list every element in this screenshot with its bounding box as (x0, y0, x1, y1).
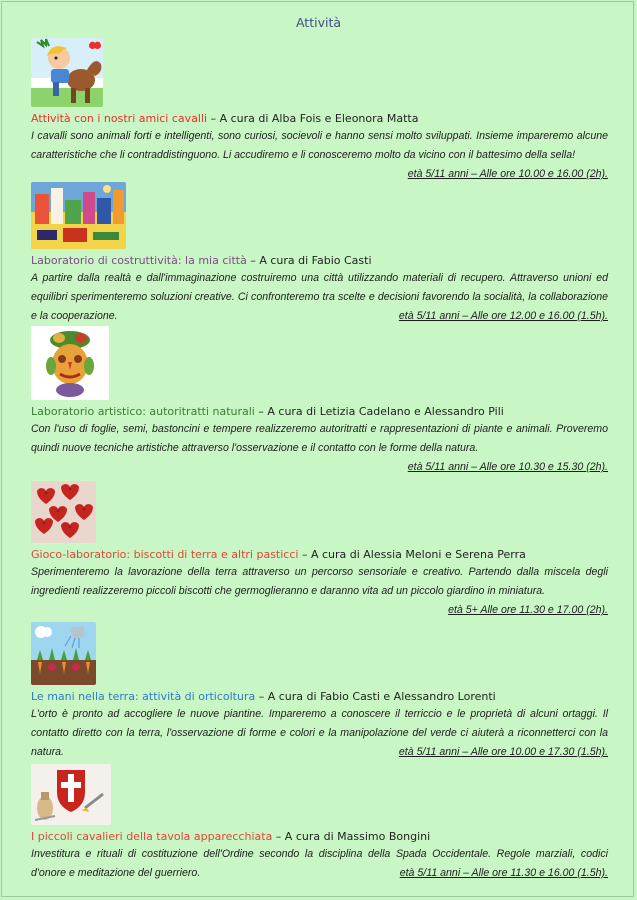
activity-schedule: età 5/11 anni – Alle ore 10.30 e 15.30 (2h). (407, 461, 608, 473)
activity-schedule: età 5+ Alle ore 11.30 e 17.00 (2h). (448, 604, 608, 616)
activity-description-text: Investitura e rituali di costituzione dell'Ordine secondo la disciplina della Spada Occidentale. Regole marziali, codici d'onore e meditazione del guerriero. (31, 848, 608, 879)
activity-portraits (31, 326, 608, 477)
activity-schedule: età 5/11 anni – Alle ore 10.00 e 17.30 (1.5h). (398, 746, 608, 758)
activity-curators: – A cura di Fabio Casti e Alessandro Lorenti (255, 690, 496, 703)
portrait-image (31, 326, 109, 400)
activity-schedule: età 5/11 anni – Alle ore 11.30 e 16.00 (1.5h). (399, 867, 608, 879)
activity-description (31, 845, 608, 883)
activity-schedule: età 5/11 anni – Alle ore 10.00 e 16.00 (2h). (407, 168, 608, 180)
activity-curators: – A cura di Alessia Meloni e Serena Perra (298, 548, 526, 561)
activity-heading (31, 252, 608, 269)
activity-description-text: L'orto è pronto ad accogliere le nuove piantine. Impareremo a conoscere il terriccio e le proprietà di alcuni ortaggi. Il contatto diretto con la terra, l'osservazione di forme e colori e la manipolazione del verde ci aiuterà a riconnetterci con la natura. (31, 708, 608, 758)
activity-heading (31, 688, 608, 705)
activity-description (31, 127, 608, 184)
activity-description (31, 420, 608, 477)
activity-curators: – A cura di Letizia Cadelano e Alessandro Pili (254, 405, 504, 418)
activity-title: Laboratorio artistico: autoritratti naturali (31, 405, 255, 418)
activity-description-text: Con l'uso di foglie, semi, bastoncini e tempere realizzeremo autoritratti e rappresentazioni di piante e animali. Proveremo quindi nuove tecniche artistiche attraverso l'osservazione e il contatto con le forme della natura. (31, 423, 608, 454)
activity-schedule: età 5/11 anni – Alle ore 12.00 e 16.00 (1.5h). (398, 310, 608, 322)
activity-heading (31, 546, 608, 563)
activity-description (31, 269, 608, 326)
activity-description-text: I cavalli sono animali forti e intelligenti, sono curiosi, socievoli e hanno sensi molto sviluppati. Insieme impareremo alcune caratteristiche che li contraddistinguono. Li accudiremo e li conosceremo molto da vicino con il battesimo della sella! (31, 130, 608, 161)
activity-title: Laboratorio di costruttività: la mia città (31, 254, 247, 267)
activity-garden (31, 622, 608, 762)
activity-title: Attività con i nostri amici cavalli (31, 112, 208, 125)
activity-description (31, 563, 608, 620)
activity-title: Le mani nella terra: attività di orticoltura (31, 690, 256, 703)
activity-curators: – A cura di Fabio Casti (246, 254, 372, 267)
activity-heading (31, 403, 608, 420)
activity-title: I piccoli cavalieri della tavola apparecchiata (31, 830, 273, 843)
cookies-image (31, 481, 96, 543)
activity-horses (31, 38, 608, 184)
activity-knights (31, 764, 608, 883)
activity-description-text: A partire dalla realtà e dall'immaginazione costruiremo una città utilizzando materiali di recupero. Attraverso unioni ed equilibri sperimenteremo soluzioni creative. Ci confronteremo tra scelte e decisioni favorendo la socialità, la collaborazione e la cooperazione. (31, 272, 608, 322)
knights-image (31, 764, 111, 825)
activity-cookies (31, 481, 608, 620)
city-image (31, 182, 126, 249)
activity-heading (31, 828, 608, 845)
horse-image (31, 38, 103, 107)
activity-city (31, 182, 608, 326)
activity-title: Gioco-laboratorio: biscotti di terra e altri pasticci (31, 548, 299, 561)
garden-image (31, 622, 96, 685)
activity-description (31, 705, 608, 762)
page-title: Attività (295, 15, 342, 30)
activity-heading (31, 110, 608, 127)
activity-curators: – A cura di Alba Fois e Eleonora Matta (207, 112, 419, 125)
activity-description-text: Sperimenteremo la lavorazione della terra attraverso un percorso sensoriale e creativo. Partendo dalla miscela degli ingredienti realizzeremo piccoli biscotti che germoglieranno e daranno vita ad un piccolo giardino in miniatura. (31, 566, 608, 597)
activity-curators: – A cura di Massimo Bongini (272, 830, 431, 843)
